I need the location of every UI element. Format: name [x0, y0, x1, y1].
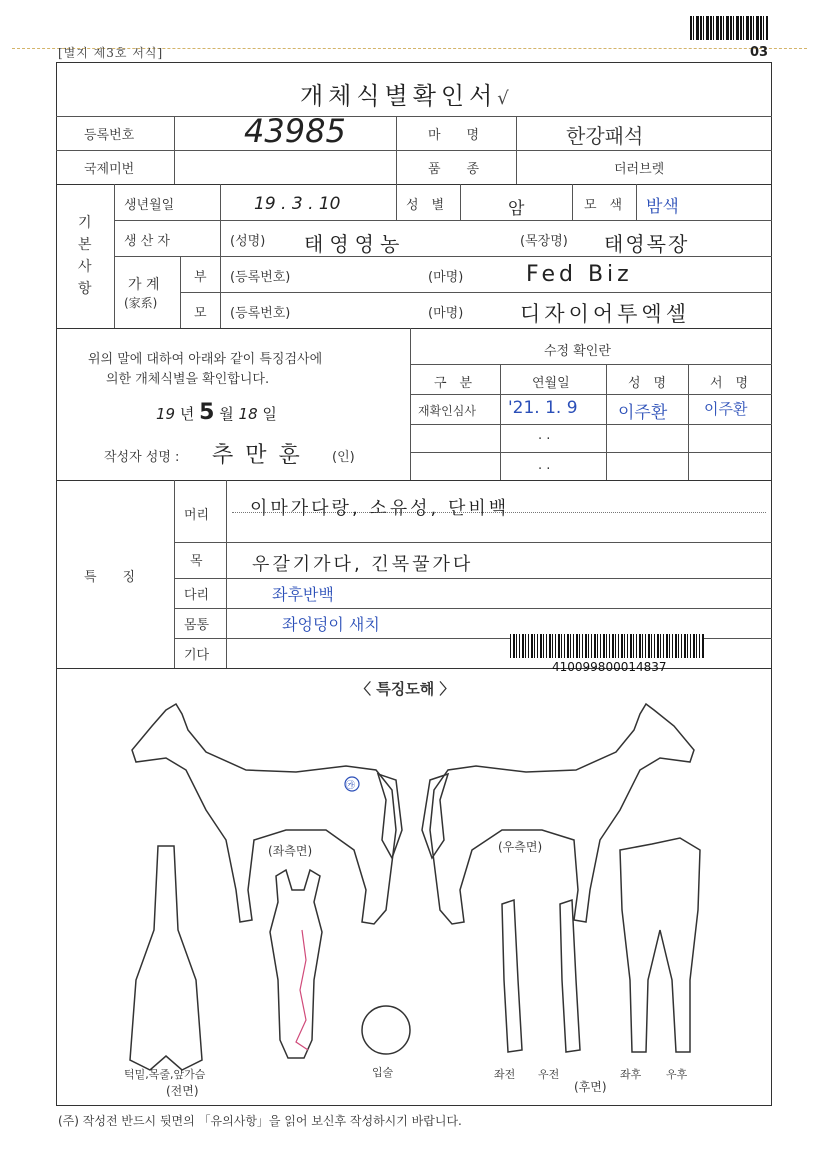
- body-value: 좌엉덩이 새치: [282, 615, 380, 634]
- sire-name-label: (마명): [428, 270, 464, 285]
- col-divider: [226, 480, 227, 668]
- col-divider: [220, 184, 221, 220]
- diagram-title: 〈 특징도해 〉: [356, 680, 455, 698]
- revision-date-empty: . .: [538, 428, 551, 443]
- etc-label: 기다: [184, 648, 210, 663]
- revision-date-empty: . .: [538, 458, 551, 473]
- col-divider: [410, 328, 411, 480]
- lips-outline: [362, 1006, 410, 1054]
- mid-barcode: [510, 634, 704, 658]
- col-divider: [174, 116, 175, 184]
- statement-line1: 위의 말에 대하여 아래와 같이 특징검사에: [88, 352, 323, 367]
- dam-value: 디자이어투엑셀: [520, 302, 691, 326]
- row-divider: [174, 578, 772, 579]
- hind-left-caption: 좌후: [620, 1068, 642, 1081]
- left-side-caption: (좌측면): [268, 844, 313, 858]
- author-value: 추만훈: [212, 443, 312, 468]
- row-divider: [56, 328, 772, 329]
- breed-value: 더러브렛: [614, 162, 665, 177]
- sire-value: Fed Biz: [526, 262, 633, 287]
- color-label: 모 색: [584, 198, 623, 213]
- horse-name-label: 마 명: [428, 128, 480, 143]
- front-view-outline: [130, 846, 202, 1070]
- birth-label: 생년월일: [124, 198, 175, 213]
- right-side-caption: (우측면): [498, 840, 543, 854]
- col-divider: [636, 184, 637, 220]
- features-label: 특 징: [84, 570, 136, 585]
- top-barcode: [690, 16, 768, 40]
- farm-value: 태영목장: [604, 232, 690, 256]
- revision-title: 수정 확인란: [544, 344, 611, 359]
- sex-value: 암: [508, 199, 525, 219]
- page-number: 03: [750, 45, 769, 60]
- intl-label: 국제미번: [84, 162, 135, 177]
- lineage-sub: (家系): [124, 296, 158, 310]
- col-divider: [396, 116, 397, 184]
- barcode-number: 410099800014837: [552, 660, 667, 674]
- producer-label: 생 산 자: [124, 234, 170, 249]
- row-divider: [56, 150, 772, 151]
- confirm-date: 19 년 5 월 18 일: [156, 400, 277, 425]
- right-side-horse-outline: [430, 704, 694, 924]
- revision-type: 재확인심사: [418, 404, 476, 418]
- row-divider: [180, 292, 772, 293]
- col-divider: [174, 480, 175, 668]
- col-divider: [688, 364, 689, 480]
- revision-header: 성 명: [628, 376, 667, 391]
- face-marking: [296, 930, 308, 1050]
- reg-label: 등록번호: [84, 128, 135, 143]
- front-left-caption: 좌전: [494, 1068, 516, 1081]
- revision-header: 서 명: [710, 376, 749, 391]
- author-label: 작성자 성명 :: [104, 450, 180, 465]
- head-front-outline: [270, 870, 322, 1058]
- color-value: 밤색: [646, 197, 679, 217]
- row-divider: [410, 452, 772, 453]
- front-view-caption: (전면): [166, 1084, 199, 1098]
- row-divider: [56, 116, 772, 117]
- row-divider: [56, 480, 772, 481]
- col-divider: [396, 184, 397, 220]
- sire-label: 부: [194, 270, 207, 285]
- row-divider: [174, 608, 772, 609]
- revision-header: 연월일: [532, 376, 570, 391]
- neck-label: 목: [190, 554, 203, 569]
- row-divider: [410, 424, 772, 425]
- whorl-symbol: ㉮: [346, 781, 356, 791]
- col-divider: [500, 364, 501, 480]
- page-title: 개체식별확인서√: [300, 82, 514, 110]
- col-divider: [572, 184, 573, 220]
- front-caption: 턱밑,목줄,앞가슴: [124, 1068, 206, 1081]
- row-divider: [114, 220, 772, 221]
- col-divider: [606, 364, 607, 480]
- left-side-horse-outline: [132, 704, 396, 924]
- col-divider: [460, 184, 461, 220]
- col-divider: [220, 220, 221, 256]
- rear-view-outline: [620, 838, 700, 1052]
- col-divider: [516, 116, 517, 184]
- revision-header: 구 분: [434, 376, 473, 391]
- rear-caption: (후면): [574, 1080, 607, 1094]
- right-side-tail: [422, 774, 448, 858]
- birth-value: 19 . 3 . 10: [254, 194, 341, 214]
- lineage-label: 가 계: [128, 277, 160, 293]
- row-divider: [410, 394, 772, 395]
- producer-name-value: 태영영농: [304, 232, 406, 256]
- revision-name: 이주환: [618, 403, 668, 423]
- horse-name-value: 한강패석: [566, 124, 644, 148]
- basic-section-label: 기본사항: [78, 215, 92, 297]
- sex-label: 성 별: [406, 198, 445, 213]
- front-legs-outline: [502, 900, 580, 1052]
- revision-sign: 이주환: [704, 400, 748, 418]
- reg-value: 43985: [244, 112, 346, 150]
- sire-reg-label: (등록번호): [230, 270, 291, 285]
- form-label: [별지 제3호 서식]: [58, 46, 164, 60]
- breed-label: 품 종: [428, 162, 480, 177]
- neck-value: 우갈기가다, 긴목꿀가다: [252, 554, 474, 575]
- body-label: 몸통: [184, 618, 210, 633]
- leg-label: 다리: [184, 588, 210, 603]
- head-value: 이마가다랑, 소유성, 단비백: [250, 498, 510, 519]
- leg-value: 좌후반백: [272, 585, 334, 604]
- col-divider: [220, 256, 221, 328]
- row-divider: [174, 542, 772, 543]
- row-divider: [410, 364, 772, 365]
- hind-right-caption: 우후: [666, 1068, 688, 1081]
- row-divider: [56, 184, 772, 185]
- col-divider: [180, 256, 181, 328]
- dam-label: 모: [194, 306, 207, 321]
- farm-label: (목장명): [520, 234, 568, 249]
- front-right-caption: 우전: [538, 1068, 560, 1081]
- producer-name-label: (성명): [230, 234, 266, 249]
- dam-name-label: (마명): [428, 306, 464, 321]
- footer-note: (주) 작성전 반드시 뒷면의 「유의사항」을 읽어 보신후 작성하시기 바랍니다.: [58, 1114, 462, 1128]
- head-label: 머리: [184, 508, 210, 523]
- lips-caption: 입술: [372, 1066, 394, 1079]
- revision-date: '21. 1. 9: [508, 398, 578, 418]
- horse-diagram: [56, 690, 772, 1104]
- dam-reg-label: (등록번호): [230, 306, 291, 321]
- statement-line2: 의한 개체식별을 확인합니다.: [106, 372, 270, 387]
- seal-label: (인): [332, 450, 355, 465]
